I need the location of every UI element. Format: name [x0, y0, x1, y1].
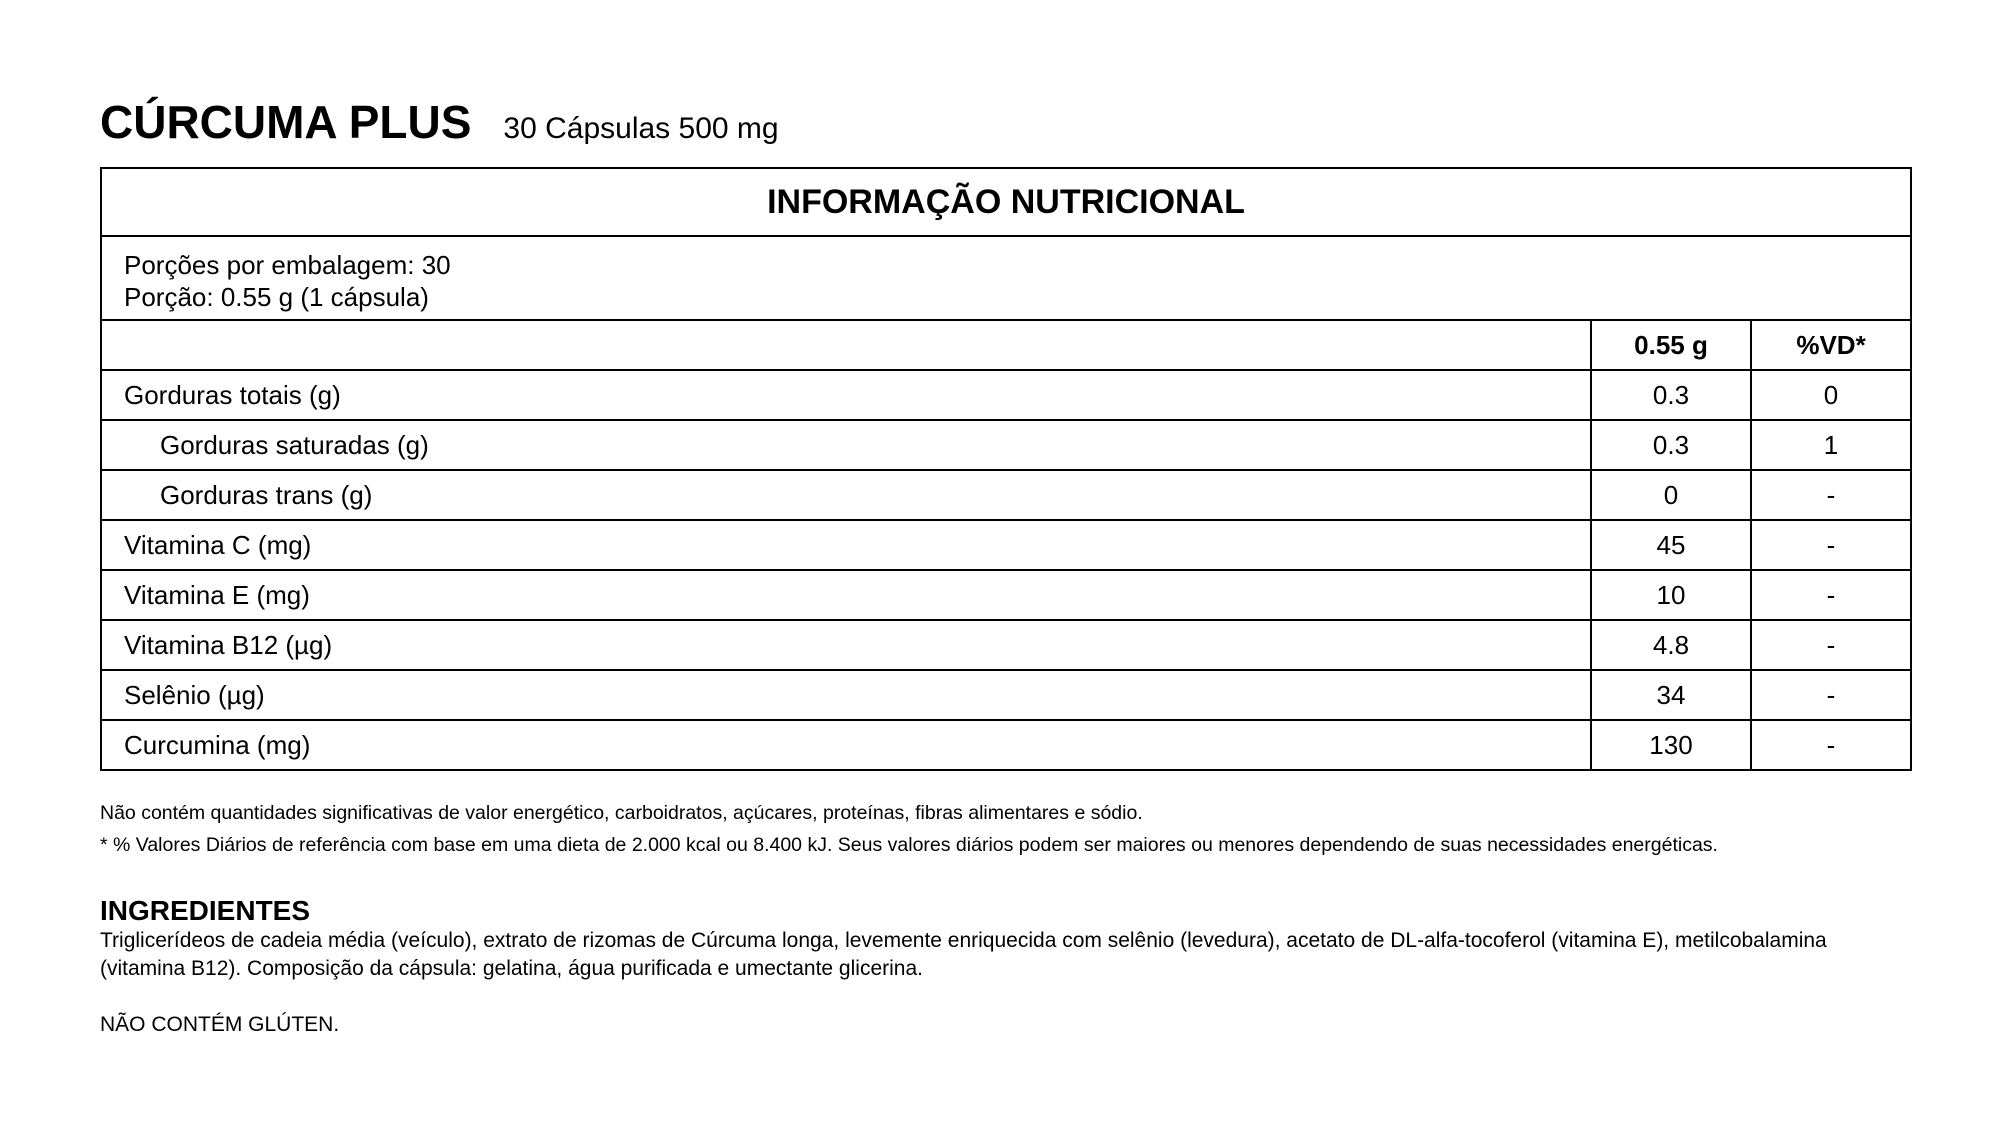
ingredients-text: Triglicerídeos de cadeia média (veículo), extrato de rizomas de Cúrcuma longa, levemente enriquecida com selênio (levedura), acetato de DL-alfa-tocoferol (vitamina E), metilcobalamina (vitamina B12). Composição da cápsula: gelatina, água purificada e umectante glicerina.	[100, 929, 1827, 980]
ingredients-title: INGREDIENTES	[100, 895, 311, 926]
nutrient-label: Curcumina (mg)	[101, 720, 1591, 770]
table-title-row	[101, 168, 1911, 236]
nutrition-table	[100, 167, 1912, 771]
nutrient-amount: 0	[1591, 470, 1751, 520]
nutrient-amount: 0.3	[1591, 370, 1751, 420]
footnote-not-significant: Não contém quantidades significativas de valor energético, carboidratos, açúcares, proteínas, fibras alimentares e sódio.	[100, 802, 1143, 824]
nutrient-amount: 10	[1591, 570, 1751, 620]
nutrient-vd: -	[1751, 620, 1911, 670]
table-row	[101, 420, 1911, 470]
nutrient-vd: -	[1751, 570, 1911, 620]
nutrient-amount: 0.3	[1591, 420, 1751, 470]
empty-header-cell	[101, 320, 1591, 370]
table-row	[101, 470, 1911, 520]
footnotes	[100, 797, 1910, 861]
nutrition-label-page	[100, 95, 1910, 1039]
nutrient-vd: -	[1751, 520, 1911, 570]
table-row	[101, 520, 1911, 570]
column-header-row	[101, 320, 1911, 370]
nutrient-label: Selênio (µg)	[101, 670, 1591, 720]
table-row	[101, 670, 1911, 720]
nutrient-amount: 4.8	[1591, 620, 1751, 670]
footnote-daily-values: * % Valores Diários de referência com base em uma dieta de 2.000 kcal ou 8.400 kJ. Seus valores diários podem ser maiores ou menores dependendo de suas necessidades energéticas.	[100, 834, 1718, 856]
portions-per-package: Porções por embalagem: 30	[124, 250, 451, 280]
table-row	[101, 370, 1911, 420]
product-header	[100, 95, 1910, 167]
portion-info	[101, 236, 1911, 320]
nutrient-amount: 130	[1591, 720, 1751, 770]
product-description: 30 Cápsulas 500 mg	[503, 112, 779, 145]
nutrient-label: Gorduras totais (g)	[101, 370, 1591, 420]
nutrient-amount: 34	[1591, 670, 1751, 720]
table-row	[101, 620, 1911, 670]
portion-row	[101, 236, 1911, 320]
ingredients-section	[100, 895, 1910, 1039]
table-row	[101, 570, 1911, 620]
portion-size: Porção: 0.55 g (1 cápsula)	[124, 282, 429, 312]
nutrient-label: Vitamina B12 (µg)	[101, 620, 1591, 670]
nutrient-label: Gorduras saturadas (g)	[101, 420, 1591, 470]
table-row	[101, 720, 1911, 770]
table-title: INFORMAÇÃO NUTRICIONAL	[101, 168, 1911, 236]
product-name: CÚRCUMA PLUS	[100, 96, 472, 148]
column-header-amount: 0.55 g	[1591, 320, 1751, 370]
nutrient-vd: 1	[1751, 420, 1911, 470]
nutrient-vd: -	[1751, 670, 1911, 720]
nutrient-label: Vitamina C (mg)	[101, 520, 1591, 570]
column-header-vd: %VD*	[1751, 320, 1911, 370]
nutrient-amount: 45	[1591, 520, 1751, 570]
nutrient-vd: -	[1751, 720, 1911, 770]
nutrient-label: Gorduras trans (g)	[101, 470, 1591, 520]
nutrient-vd: 0	[1751, 370, 1911, 420]
nutrient-vd: -	[1751, 470, 1911, 520]
nutrient-label: Vitamina E (mg)	[101, 570, 1591, 620]
gluten-statement: NÃO CONTÉM GLÚTEN.	[100, 1013, 340, 1036]
